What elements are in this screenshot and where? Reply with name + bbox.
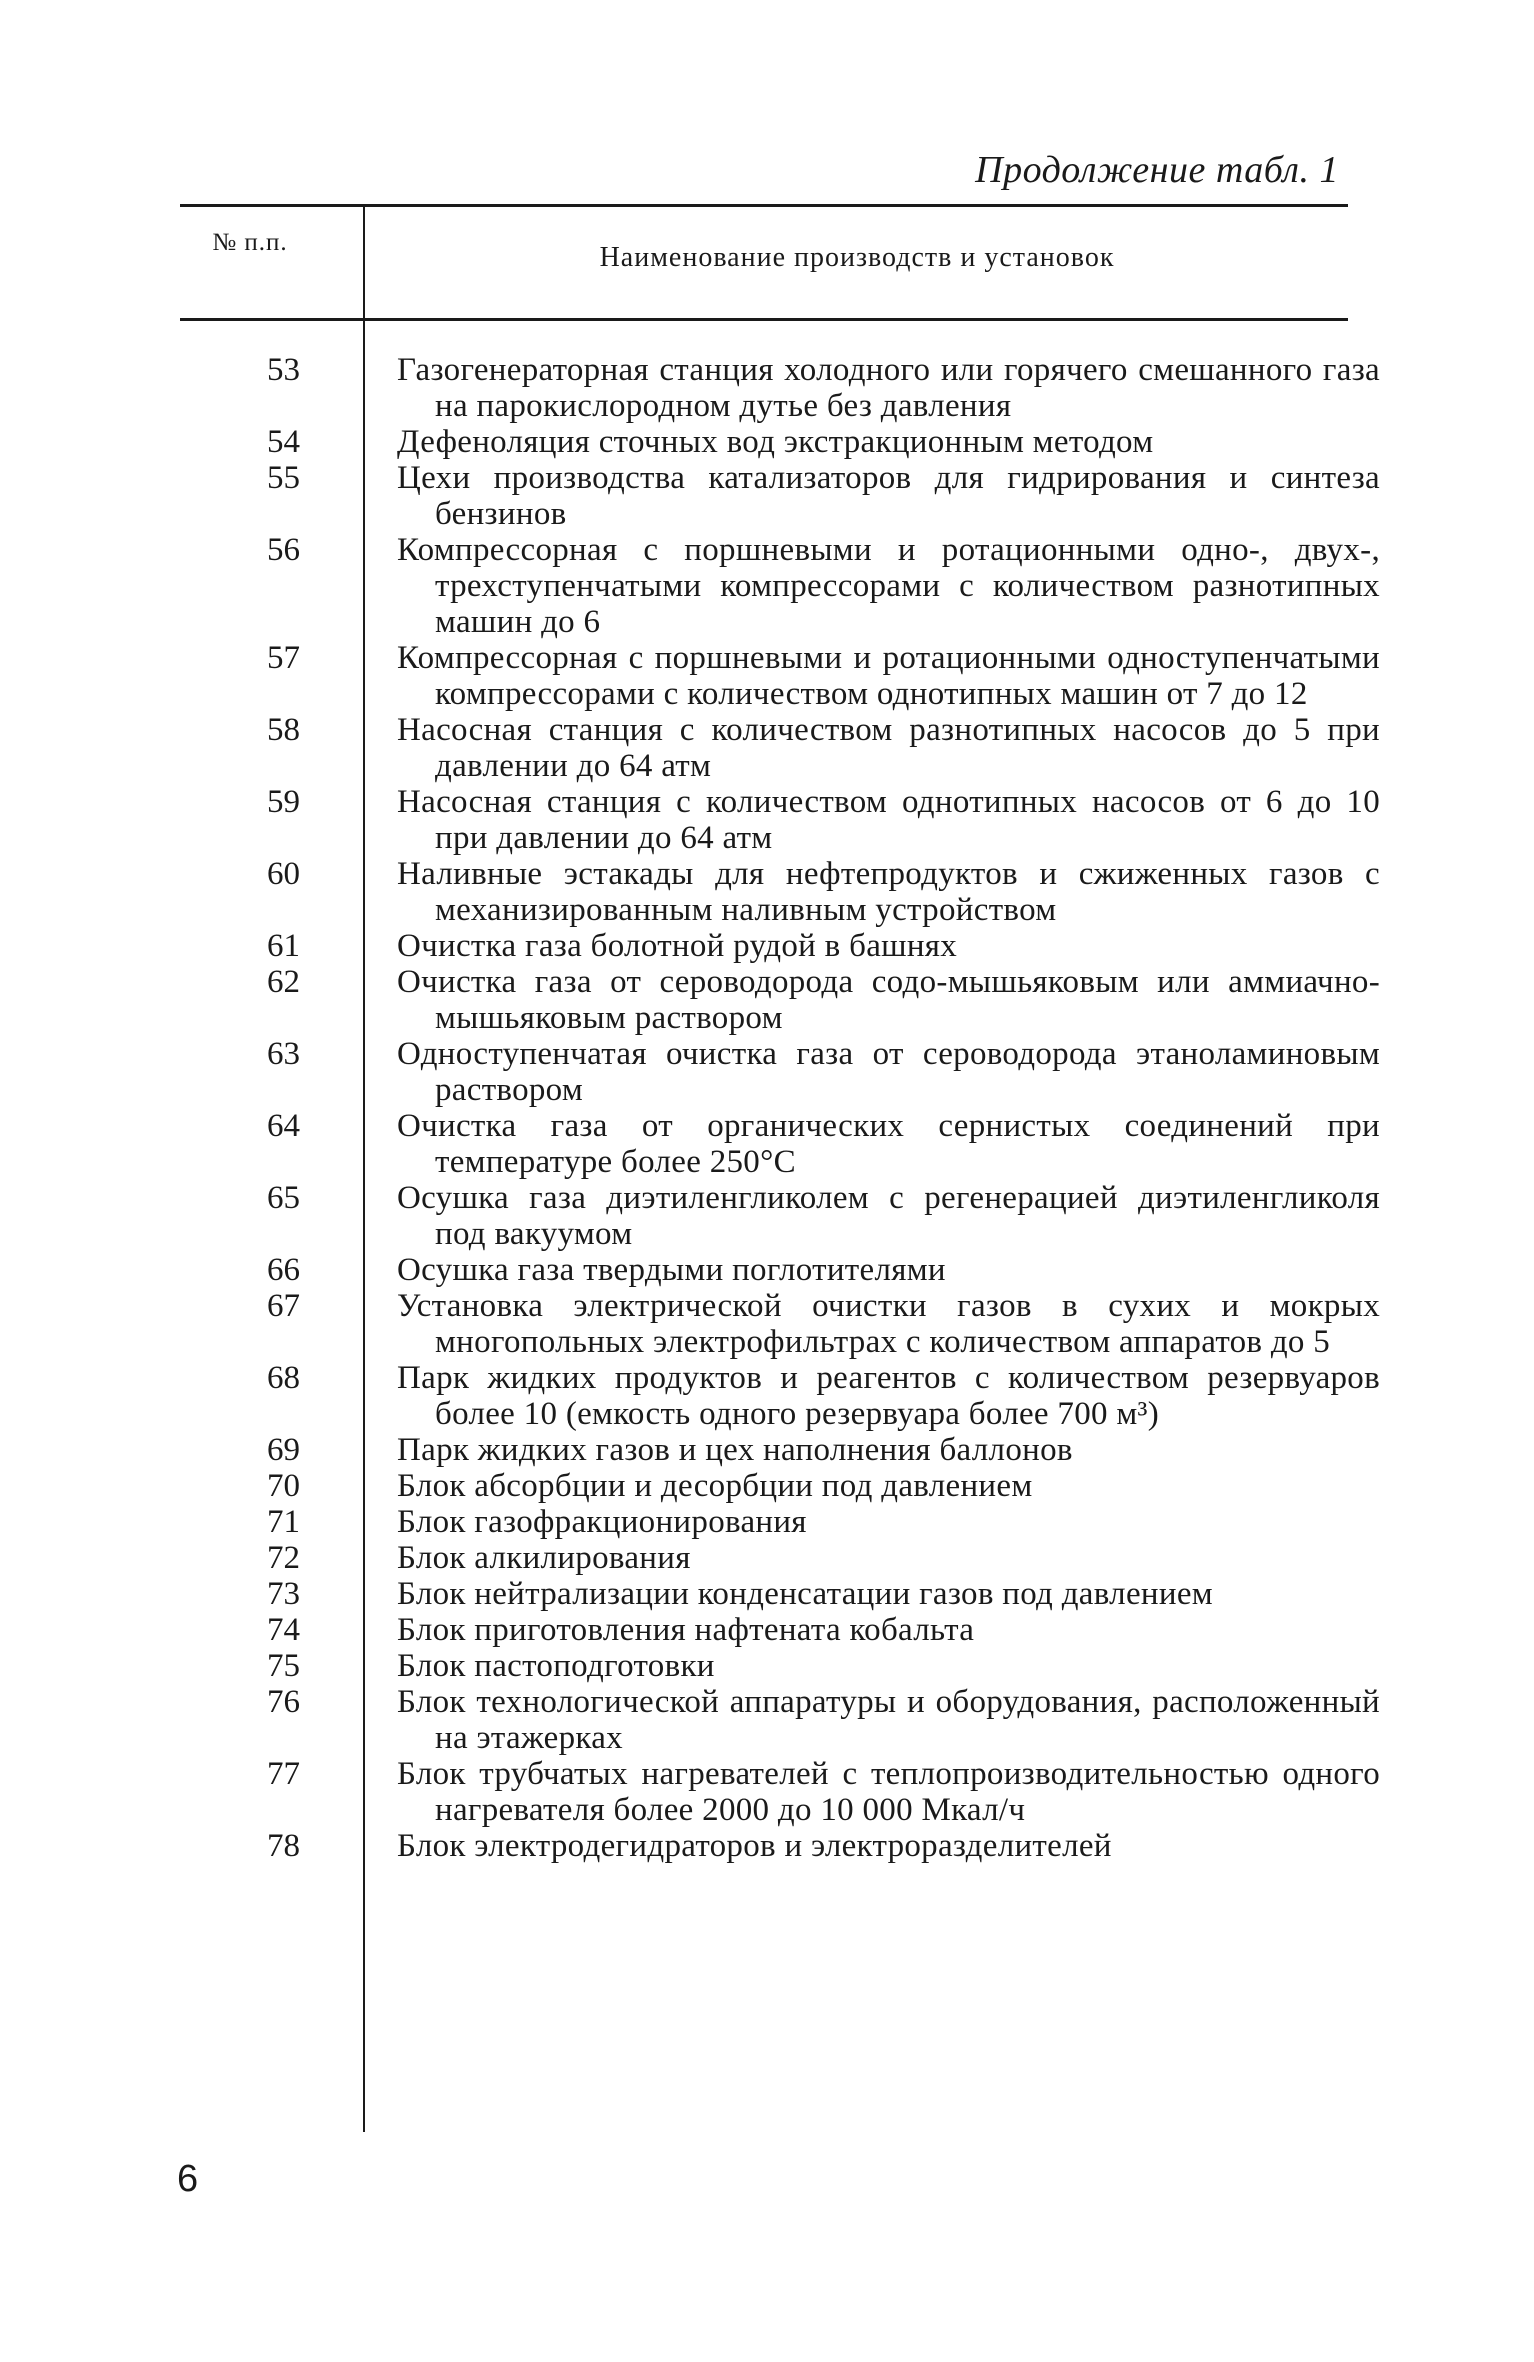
table-body [0, 352, 1534, 1864]
row-number: 53 [267, 352, 300, 388]
row-number: 59 [267, 784, 300, 820]
row-number: 55 [267, 460, 300, 496]
row-number: 54 [267, 424, 300, 460]
table-top-rule [180, 204, 1348, 207]
table-header-rule [180, 318, 1348, 321]
row-name: Осушка газа диэтиленгликолем с регенерацией диэтиленгликоля под вакуумом [397, 1180, 1380, 1252]
row-number: 75 [267, 1648, 300, 1684]
row-name: Газогенераторная станция холодного или горячего смешанного газа на парокислородном дутье без давления [397, 352, 1380, 424]
row-number: 67 [267, 1288, 300, 1324]
table-row [0, 1288, 1534, 1360]
continuation-caption: Продолжение табл. 1 [975, 149, 1339, 191]
table-row [0, 1360, 1534, 1432]
table-row [0, 1252, 1534, 1288]
row-number: 69 [267, 1432, 300, 1468]
row-number: 66 [267, 1252, 300, 1288]
row-name: Цехи производства катализаторов для гидрирования и синтеза бензинов [397, 460, 1380, 532]
row-name: Одноступенчатая очистка газа от сероводорода этаноламиновым раствором [397, 1036, 1380, 1108]
header-name-column: Наименование производств и установок [599, 242, 1115, 273]
row-number: 76 [267, 1684, 300, 1720]
table-row [0, 1684, 1534, 1756]
table-row [0, 424, 1534, 460]
row-name: Установка электрической очистки газов в сухих и мокрых многопольных электрофильтрах с количеством аппаратов до 5 [397, 1288, 1380, 1360]
table-row [0, 1756, 1534, 1828]
row-name: Блок электродегидраторов и электроразделителей [397, 1828, 1112, 1864]
row-number: 74 [267, 1612, 300, 1648]
row-name: Блок алкилирования [397, 1540, 691, 1576]
row-name: Дефеноляция сточных вод экстракционным методом [397, 424, 1154, 460]
row-number: 64 [267, 1108, 300, 1144]
table-row [0, 1504, 1534, 1540]
row-number: 71 [267, 1504, 300, 1540]
row-number: 61 [267, 928, 300, 964]
row-name: Блок газофракционирования [397, 1504, 807, 1540]
row-name: Блок приготовления нафтената кобальта [397, 1612, 975, 1648]
header-number-column: № п.п. [212, 229, 288, 256]
row-number: 56 [267, 532, 300, 568]
row-name: Блок технологической аппаратуры и оборудования, расположенный на этажерках [397, 1684, 1380, 1756]
table-row [0, 460, 1534, 532]
row-number: 72 [267, 1540, 300, 1576]
row-number: 58 [267, 712, 300, 748]
page-number: 6 [177, 2158, 199, 2200]
table-row [0, 640, 1534, 712]
table-row [0, 532, 1534, 640]
table-row [0, 352, 1534, 424]
row-number: 70 [267, 1468, 300, 1504]
row-name: Насосная станция с количеством однотипных насосов от 6 до 10 при давлении до 64 атм [397, 784, 1380, 856]
row-name: Наливные эстакады для нефтепродуктов и сжиженных газов с механизированным наливным устройством [397, 856, 1380, 928]
table-row [0, 1828, 1534, 1864]
table-row [0, 928, 1534, 964]
row-number: 60 [267, 856, 300, 892]
table-row [0, 1108, 1534, 1180]
table-row [0, 1468, 1534, 1504]
row-name: Насосная станция с количеством разнотипных насосов до 5 при давлении до 64 атм [397, 712, 1380, 784]
row-name: Очистка газа болотной рудой в башнях [397, 928, 958, 964]
row-name: Компрессорная с поршневыми и ротационными одно-, двух-, трехступенчатыми компрессорами с количеством разнотипных машин до 6 [397, 532, 1380, 640]
row-name: Осушка газа твердыми поглотителями [397, 1252, 946, 1288]
table-row [0, 712, 1534, 784]
row-number: 63 [267, 1036, 300, 1072]
row-number: 68 [267, 1360, 300, 1396]
row-name: Блок нейтрализации конденсатации газов под давлением [397, 1576, 1213, 1612]
row-name: Блок трубчатых нагревателей с теплопроизводительностью одного нагревателя более 2000 до 10 000 Мкал/ч [397, 1756, 1380, 1828]
row-name: Блок пастоподготовки [397, 1648, 715, 1684]
row-number: 77 [267, 1756, 300, 1792]
table-row [0, 1432, 1534, 1468]
table-row [0, 784, 1534, 856]
row-name: Блок абсорбции и десорбции под давлением [397, 1468, 1033, 1504]
row-number: 62 [267, 964, 300, 1000]
row-number: 73 [267, 1576, 300, 1612]
row-number: 78 [267, 1828, 300, 1864]
row-name: Компрессорная с поршневыми и ротационными одноступенчатыми компрессорами с количеством однотипных машин от 7 до 12 [397, 640, 1380, 712]
table-row [0, 856, 1534, 928]
row-name: Очистка газа от сероводорода содо-мышьяковым или аммиачно-мышьяковым раствором [397, 964, 1380, 1036]
table-row [0, 964, 1534, 1036]
table-row [0, 1180, 1534, 1252]
table-row [0, 1036, 1534, 1108]
row-number: 57 [267, 640, 300, 676]
row-number: 65 [267, 1180, 300, 1216]
table-row [0, 1612, 1534, 1648]
table-row [0, 1540, 1534, 1576]
row-name: Парк жидких продуктов и реагентов с количеством резервуаров более 10 (емкость одного резервуара более 700 м³) [397, 1360, 1380, 1432]
row-name: Парк жидких газов и цех наполнения баллонов [397, 1432, 1073, 1468]
row-name: Очистка газа от органических сернистых соединений при температуре более 250°С [397, 1108, 1380, 1180]
table-row [0, 1576, 1534, 1612]
table-row [0, 1648, 1534, 1684]
